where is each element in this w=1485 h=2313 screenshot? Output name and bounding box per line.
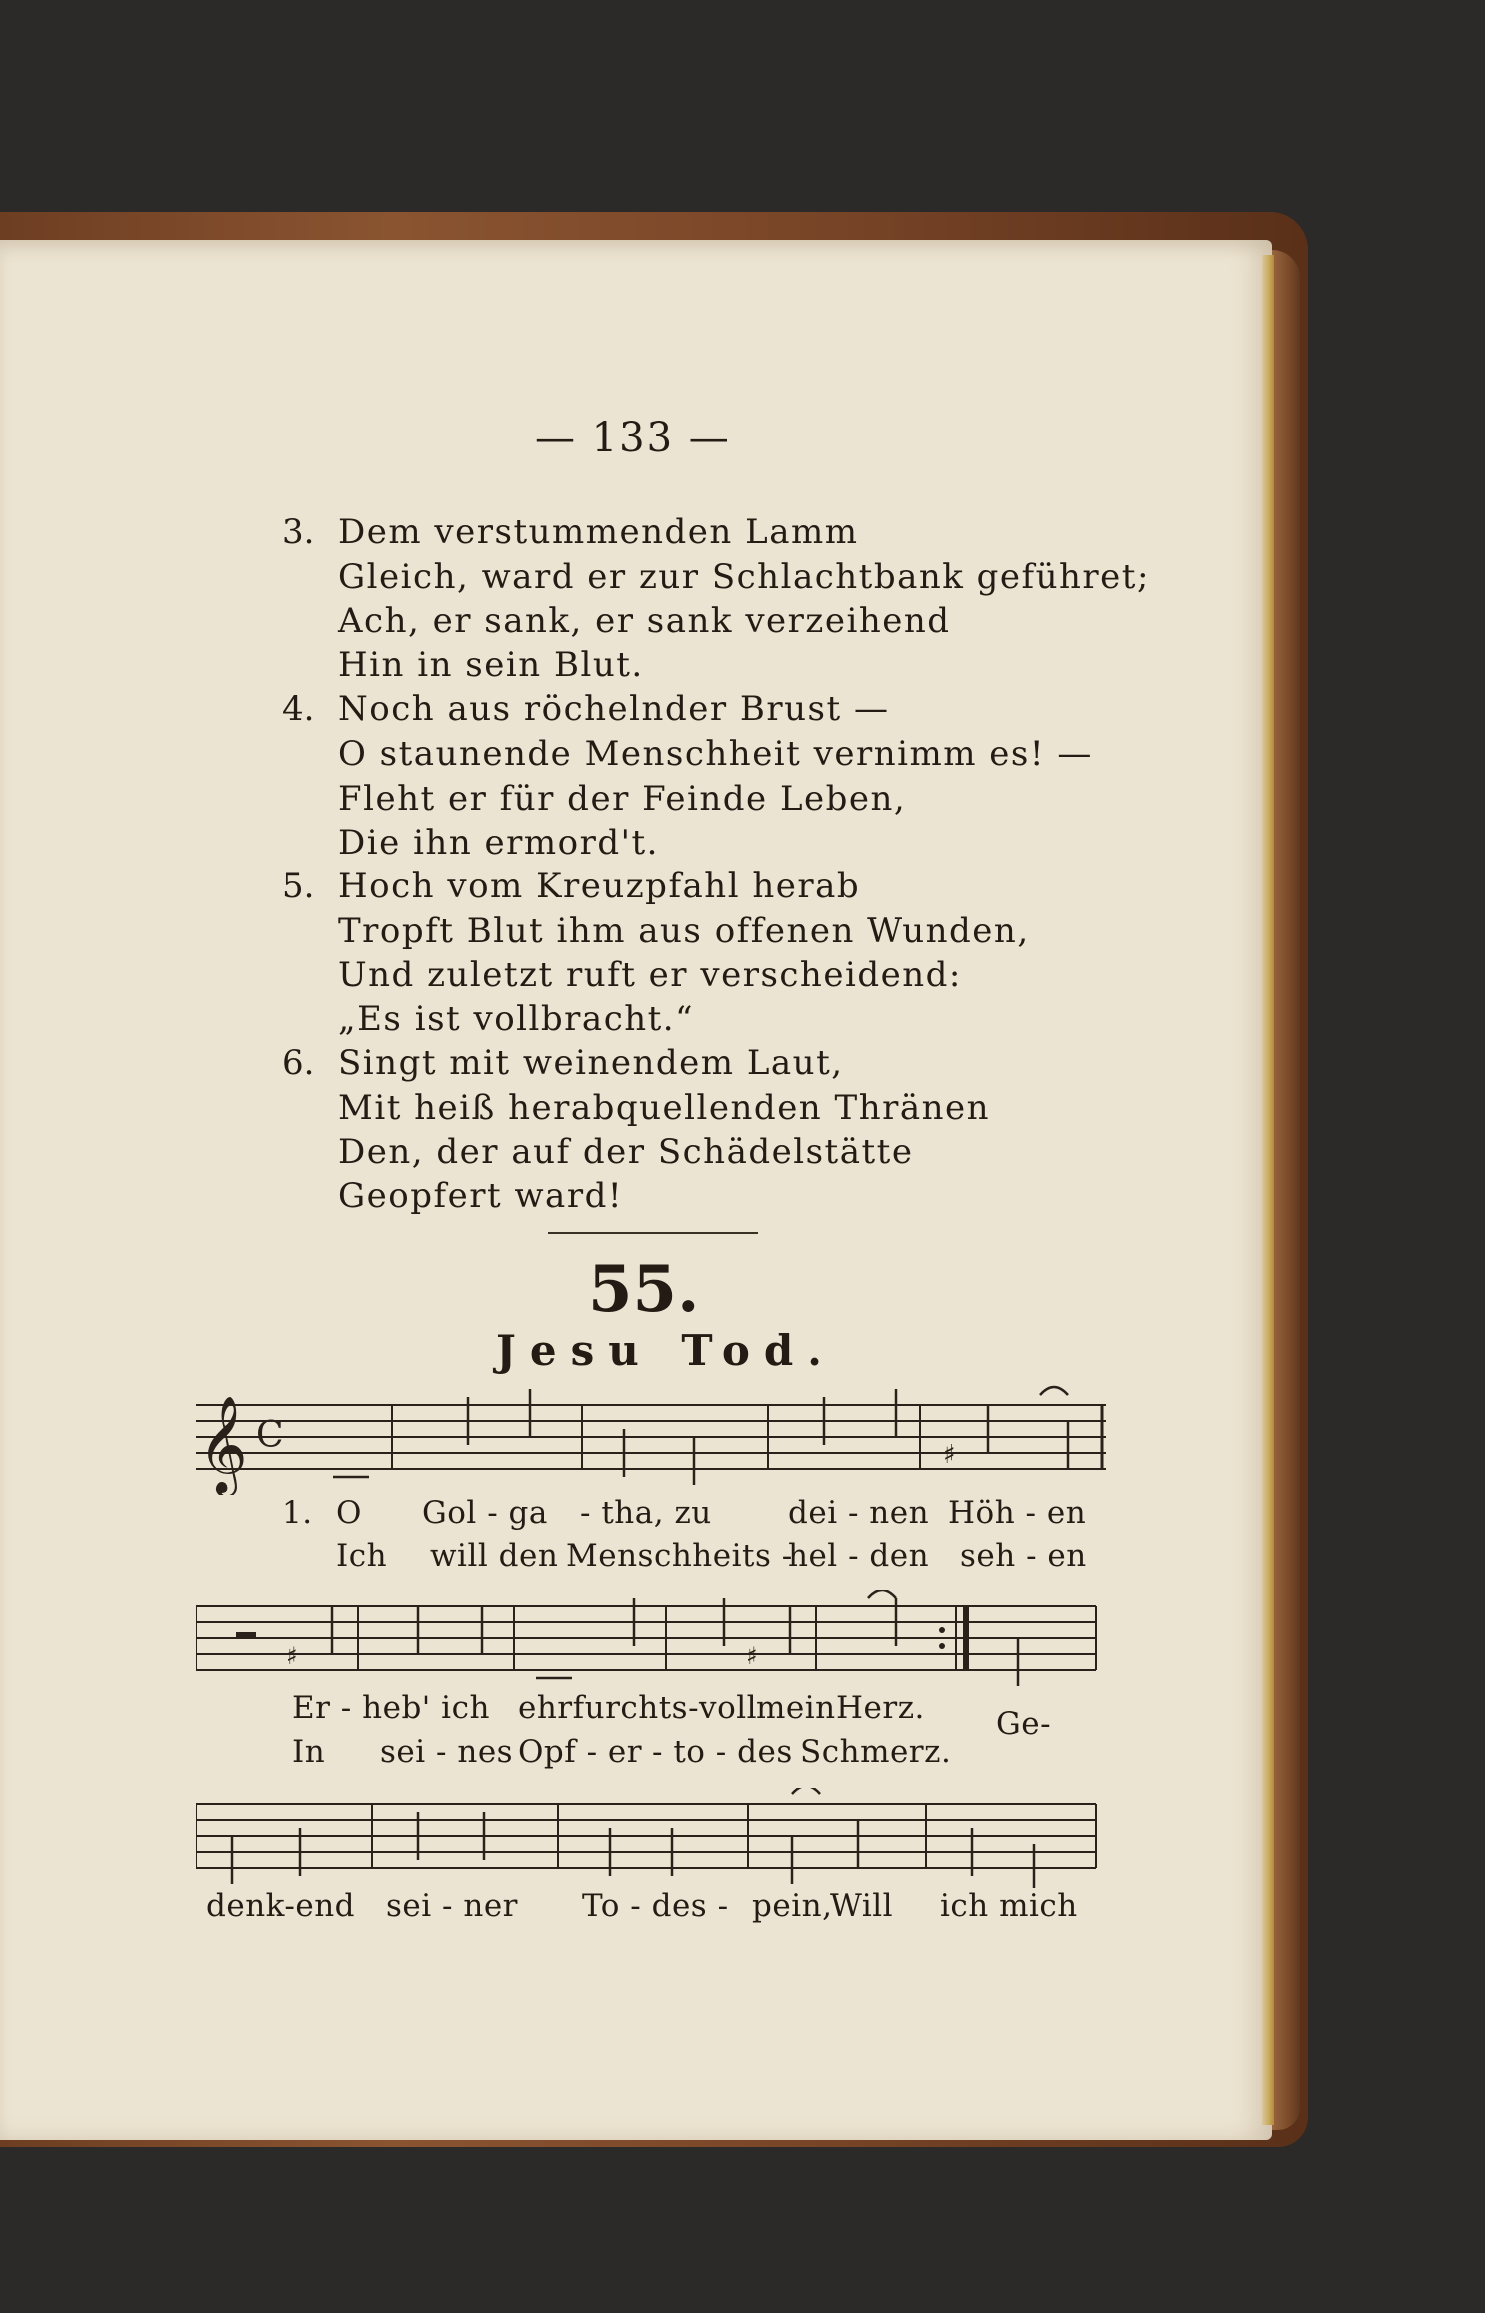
verse-line: Die ihn ermord't.: [338, 823, 659, 863]
verse-line: Den, der auf der Schädelstätte: [338, 1132, 914, 1172]
lyric-syllable: mein: [756, 1690, 836, 1726]
music-staff-1: [196, 1385, 1106, 1495]
lyric-syllable: To - des -: [582, 1888, 729, 1924]
sharp-icon: ♯: [943, 1440, 956, 1470]
lyric-syllable: Menschheits -: [566, 1538, 793, 1574]
music-staff-3: [196, 1788, 1106, 1888]
verse-line: Geopfert ward!: [338, 1176, 623, 1216]
lyric-syllable: pein,: [752, 1888, 833, 1924]
lyric-syllable: ich mich: [940, 1888, 1078, 1924]
lyric-syllable: sei - ner: [386, 1888, 518, 1924]
lyric-syllable: will den: [430, 1538, 559, 1574]
verse-line: Dem verstummenden Lamm: [338, 512, 859, 552]
verse-line: Hin in sein Blut.: [338, 645, 644, 685]
music-staff-2: [196, 1590, 1106, 1690]
verse-line: Mit heiß herabquellenden Thränen: [338, 1088, 991, 1128]
lyric-syllable: Ge-: [996, 1706, 1052, 1742]
lyric-syllable: Opf - er: [518, 1734, 643, 1770]
verse-line: „Es ist vollbracht.“: [338, 999, 694, 1039]
lyric-syllable: In: [292, 1734, 326, 1770]
lyric-syllable: - tha, zu: [580, 1495, 712, 1531]
verse-line: Hoch vom Kreuzpfahl herab: [338, 866, 861, 906]
section-divider: [548, 1232, 758, 1234]
verse-number: 1.: [282, 1495, 313, 1531]
lyric-syllable: hel - den: [788, 1538, 930, 1574]
lyric-syllable: ehrfurchts-voll: [518, 1690, 758, 1726]
common-time-icon: C: [256, 1415, 284, 1456]
lyric-syllable: Herz.: [836, 1690, 925, 1726]
verse-number: 6.: [282, 1043, 315, 1083]
lyric-syllable: Ich: [336, 1538, 388, 1574]
page-gilt-edge: [1262, 255, 1274, 2125]
lyric-syllable: Will: [830, 1888, 894, 1924]
treble-clef-icon: 𝄞: [198, 1395, 248, 1493]
verse-line: Singt mit weinendem Laut,: [338, 1043, 844, 1083]
verse-line: Tropft Blut ihm aus offenen Wunden,: [338, 911, 1030, 951]
sharp-icon: ♯: [286, 1642, 298, 1670]
lyric-syllable: dei - nen: [788, 1495, 930, 1531]
lyric-syllable: denk-end: [206, 1888, 356, 1924]
lyric-syllable: sei - nes: [380, 1734, 514, 1770]
verse-number: 3.: [282, 512, 315, 552]
verse-line: Und zuletzt ruft er verscheidend:: [338, 955, 962, 995]
verse-line: O staunende Menschheit vernimm es! —: [338, 734, 1093, 774]
verse-line: Noch aus röchelnder Brust —: [338, 689, 890, 729]
lyric-syllable: - to - des: [652, 1734, 793, 1770]
verse-number: 4.: [282, 689, 315, 729]
verse-number: 5.: [282, 866, 315, 906]
sharp-icon: ♯: [746, 1642, 758, 1670]
lyric-syllable: Höh - en: [948, 1495, 1087, 1531]
hymn-title: Jesu Tod.: [496, 1326, 836, 1375]
lyric-syllable: Er - heb' ich: [292, 1690, 490, 1726]
verse-line: Fleht er für der Feinde Leben,: [338, 779, 907, 819]
hymn-number: 55.: [588, 1252, 700, 1327]
verse-line: Ach, er sank, er sank verzeihend: [338, 601, 951, 641]
lyric-syllable: O: [336, 1495, 362, 1531]
lyric-syllable: Gol - ga: [422, 1495, 548, 1531]
lyric-syllable: Schmerz.: [800, 1734, 952, 1770]
verse-line: Gleich, ward er zur Schlachtbank geführet;: [338, 557, 1150, 597]
page-number: — 133 —: [535, 415, 731, 461]
lyric-syllable: seh - en: [960, 1538, 1087, 1574]
